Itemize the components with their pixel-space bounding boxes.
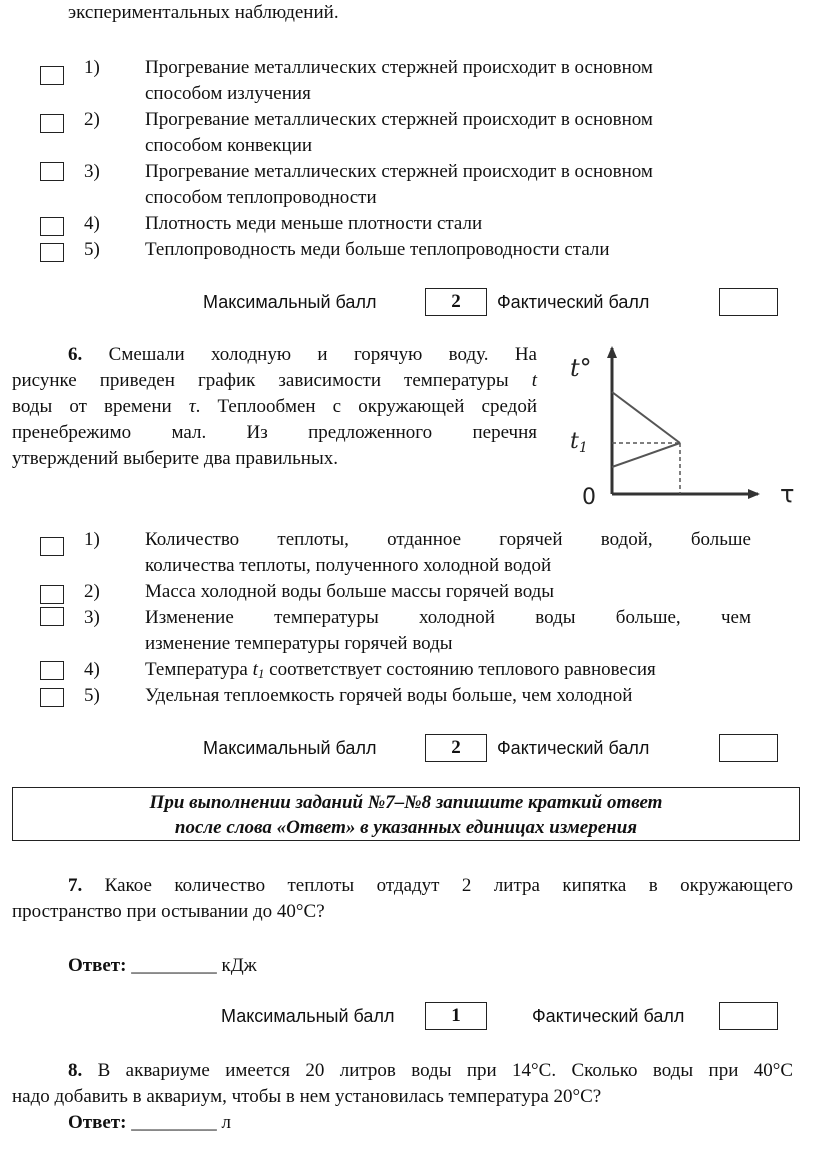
q6-line-1 [68,342,537,368]
q6-option-4-text-a: Температура [145,659,253,680]
q6-graph-x-label: τ [780,480,795,508]
q6-checkbox-2[interactable] [40,585,64,604]
q6-line-3 [12,394,537,420]
q7-line-2: пространство при остывании до 40°С? [12,901,325,922]
q5-option-2-line-1: Прогревание металлических стержней происходит в основном [145,109,653,130]
q5-option-4-line-1: Плотность меди меньше плотности стали [145,213,483,234]
q7-number: 7. [68,875,83,896]
q6-tau-symbol: τ [188,396,196,417]
instruction-banner-line-2: после слова «Ответ» в указанных единицах измерения [174,817,638,838]
q8-answer-row [68,1110,231,1136]
q6-line-3-text-a: воды от времени [12,396,172,417]
q6-actual-score-label: Фактический балл [497,738,650,758]
q6-graph-origin-label: 0 [582,485,596,510]
q6-line-4: пренебрежимо мал. Из предложенного перечня [12,422,537,443]
q6-max-score-label: Максимальный балл [203,738,377,758]
q7-max-score-value: 1 [425,1002,487,1030]
q5-option-1-line-1: Прогревание металлических стержней происходит в основном [145,57,653,78]
q6-actual-score-input[interactable] [719,734,778,762]
q8-line-1-text: В аквариуме имеется 20 литров воды при 14°С. Сколько воды при 40°С [97,1060,793,1081]
q7-answer-unit: кДж [221,955,257,976]
q6-graph-svg [560,340,800,520]
q5-option-5-line-1: Теплопроводность меди больше теплопроводности стали [145,239,610,260]
q6-temperature-graph [560,340,800,520]
q6-graph-y-label: t° [570,354,592,382]
q6-option-2-line-1: Масса холодной воды больше массы горячей воды [145,581,555,602]
q6-option-4-t-subscript: 1 [257,666,265,681]
q6-graph-cold-line [612,443,680,467]
q5-option-2-number: 2) [84,109,100,130]
q5-checkbox-2[interactable] [40,114,64,133]
q6-line-3-text-b: . Теплообмен с окружающей средой [195,396,538,417]
q5-option-3-line-2: способом теплопроводности [145,187,377,208]
q6-option-3-line-2: изменение температуры горячей воды [145,633,453,654]
q5-option-5-number: 5) [84,239,100,260]
q6-option-5-number: 5) [84,685,100,706]
q6-number: 6. [68,344,83,365]
q5-actual-score-input[interactable] [719,288,778,316]
q5-option-1-line-2: способом излучения [145,83,311,104]
q6-option-1-line-2: количества теплоты, полученного холодной водой [145,555,552,576]
q8-answer-unit: л [221,1112,231,1133]
q5-option-2-line-2: способом конвекции [145,135,313,156]
q5-checkbox-3[interactable] [40,162,64,181]
q6-checkbox-3[interactable] [40,607,64,626]
q6-max-score-value: 2 [425,734,487,762]
q6-option-4-text-b: соответствует состоянию теплового равновесия [264,659,656,680]
q6-line-2 [12,368,537,394]
q6-option-1-line-1: Количество теплоты, отданное горячей водой, больше [145,529,751,550]
q5-option-4-number: 4) [84,213,100,234]
q7-line-1 [68,873,793,899]
q5-checkbox-1[interactable] [40,66,64,85]
intro-tail: экспериментальных наблюдений. [68,2,339,23]
q5-max-score-value: 2 [425,288,487,316]
q6-line-1-text: Смешали холодную и горячую воду. На [108,344,537,365]
q7-max-score-label: Максимальный балл [221,1006,395,1026]
q6-option-3-number: 3) [84,607,100,628]
q6-line-5: утверждений выберите два правильных. [12,448,338,469]
q7-answer-row [68,953,257,979]
q5-option-1-number: 1) [84,57,100,78]
q7-answer-blank[interactable]: _________ [131,955,217,976]
q6-option-4-t-symbol: t [252,659,258,680]
q6-graph-t1-symbol: t [570,429,579,454]
q6-graph-t1-subscript: 1 [578,440,588,456]
q6-checkbox-4[interactable] [40,661,64,680]
q6-line-2-text: рисунке приведен график зависимости температуры [12,370,509,391]
instruction-banner-line-1: При выполнении заданий №7–№8 запишите краткий ответ [149,792,663,813]
q8-line-2: надо добавить в аквариум, чтобы в нем установилась температура 20°С? [12,1086,602,1107]
q8-answer-blank[interactable]: _________ [131,1112,217,1133]
q5-checkbox-5[interactable] [40,243,64,262]
q5-max-score-label: Максимальный балл [203,292,377,312]
q6-option-1-number: 1) [84,529,100,550]
q8-line-1 [68,1058,793,1084]
q6-graph-hot-line [612,392,680,443]
q5-checkbox-4[interactable] [40,217,64,236]
q8-number: 8. [68,1060,83,1081]
q7-answer-label: Ответ: [68,955,127,976]
q8-answer-label: Ответ: [68,1112,127,1133]
q7-line-1-text: Какое количество теплоты отдадут 2 литра кипятка в окружающего [104,875,794,896]
q6-option-5-line-1: Удельная теплоемкость горячей воды больше, чем холодной [145,685,633,706]
q7-actual-score-input[interactable] [719,1002,778,1030]
q5-option-3-line-1: Прогревание металлических стержней происходит в основном [145,161,653,182]
instruction-banner [12,787,800,841]
q6-option-3-line-1: Изменение температуры холодной воды больше, чем [145,607,751,628]
q7-actual-score-label: Фактический балл [532,1006,685,1026]
q6-t-symbol: t [531,370,537,391]
q5-actual-score-label: Фактический балл [497,292,650,312]
q6-option-2-number: 2) [84,581,100,602]
q6-checkbox-5[interactable] [40,688,64,707]
q6-graph-t1-label [570,429,588,456]
q6-checkbox-1[interactable] [40,537,64,556]
q5-option-3-number: 3) [84,161,100,182]
q6-option-4-number: 4) [84,659,100,680]
